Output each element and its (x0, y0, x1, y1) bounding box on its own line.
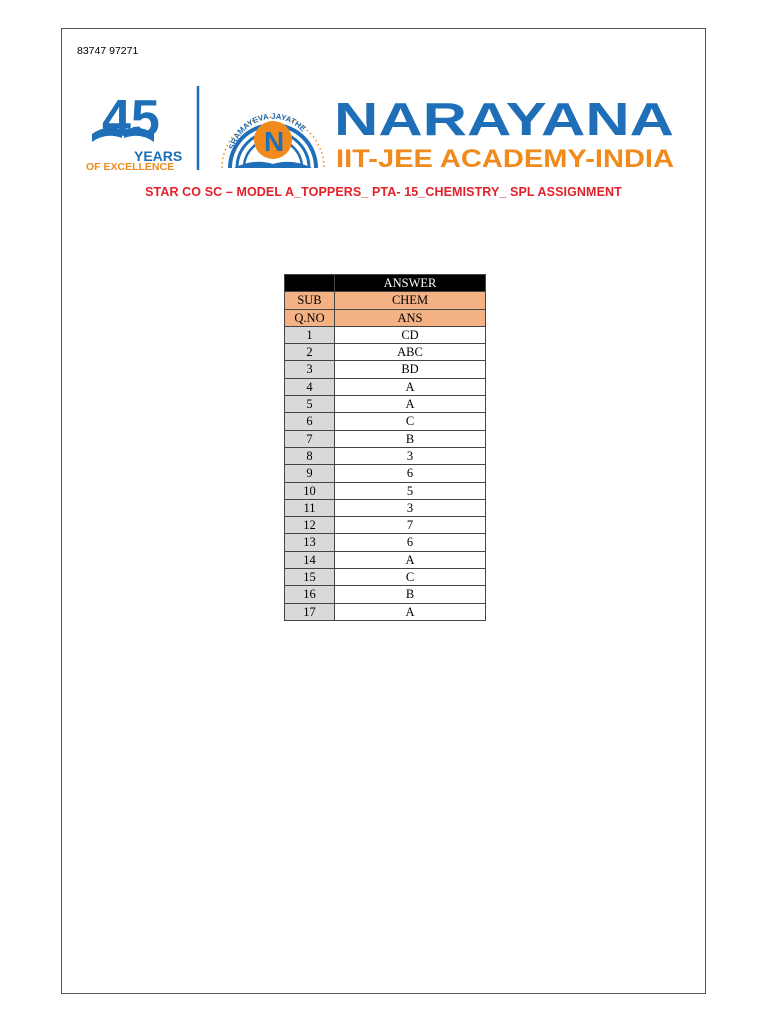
brand-name: NARAYANA (334, 93, 674, 145)
question-number: 11 (285, 499, 335, 516)
answer-value: C (335, 413, 486, 430)
table-row (285, 344, 486, 361)
answer-value: A (335, 603, 486, 620)
academy-name: IIT-JEE ACADEMY-INDIA (336, 145, 674, 173)
sub-label: SUB (285, 292, 335, 309)
question-number: 3 (285, 361, 335, 378)
emblem-letter: N (264, 126, 285, 157)
sub-value: CHEM (335, 292, 486, 309)
ans-label: ANS (335, 309, 486, 326)
answer-key-table (284, 274, 486, 621)
narayana-logo (84, 84, 684, 174)
table-row (285, 586, 486, 603)
motto-text: SRAMAYEVA JAYATHE (227, 111, 308, 151)
table-row (285, 499, 486, 516)
answer-value: 6 (335, 534, 486, 551)
question-number: 10 (285, 482, 335, 499)
answer-value: CD (335, 326, 486, 343)
question-number: 9 (285, 465, 335, 482)
table-row (285, 517, 486, 534)
question-number: 5 (285, 396, 335, 413)
qno-label: Q.NO (285, 309, 335, 326)
answer-value: A (335, 551, 486, 568)
table-row (285, 430, 486, 447)
question-number: 7 (285, 430, 335, 447)
answer-value: 3 (335, 447, 486, 464)
table-row (285, 603, 486, 620)
answer-value: 3 (335, 499, 486, 516)
answer-value: BD (335, 361, 486, 378)
emblem-icon (222, 112, 324, 168)
answer-header: ANSWER (335, 275, 486, 292)
answer-value: A (335, 378, 486, 395)
table-row (285, 465, 486, 482)
answer-value: A (335, 396, 486, 413)
answer-value: C (335, 569, 486, 586)
table-row (285, 534, 486, 551)
excellence-label: OF EXCELLENCE (86, 161, 175, 173)
answer-value: 5 (335, 482, 486, 499)
anniversary-logo (86, 90, 182, 173)
anniversary-number: 45 (102, 90, 160, 148)
table-row (285, 447, 486, 464)
table-row (285, 551, 486, 568)
table-row (285, 482, 486, 499)
answer-value: B (335, 430, 486, 447)
question-number: 14 (285, 551, 335, 568)
table-row (285, 361, 486, 378)
question-number: 6 (285, 413, 335, 430)
assignment-title: STAR CO SC – MODEL A_TOPPERS_ PTA- 15_CHEMISTRY_ SPL ASSIGNMENT (145, 185, 622, 199)
question-number: 12 (285, 517, 335, 534)
table-row (285, 413, 486, 430)
answer-value: B (335, 586, 486, 603)
table-row (285, 378, 486, 395)
answer-value: 6 (335, 465, 486, 482)
table-row (285, 569, 486, 586)
question-number: 13 (285, 534, 335, 551)
table-row (285, 326, 486, 343)
document-page (61, 28, 706, 994)
question-number: 8 (285, 447, 335, 464)
question-number: 1 (285, 326, 335, 343)
phone-number: 83747 97271 (77, 45, 139, 57)
years-label: YEARS (134, 148, 183, 164)
question-number: 16 (285, 586, 335, 603)
header-spacer (285, 275, 335, 292)
answer-value: 7 (335, 517, 486, 534)
answer-value: ABC (335, 344, 486, 361)
question-number: 15 (285, 569, 335, 586)
question-number: 2 (285, 344, 335, 361)
question-number: 17 (285, 603, 335, 620)
table-row (285, 396, 486, 413)
question-number: 4 (285, 378, 335, 395)
